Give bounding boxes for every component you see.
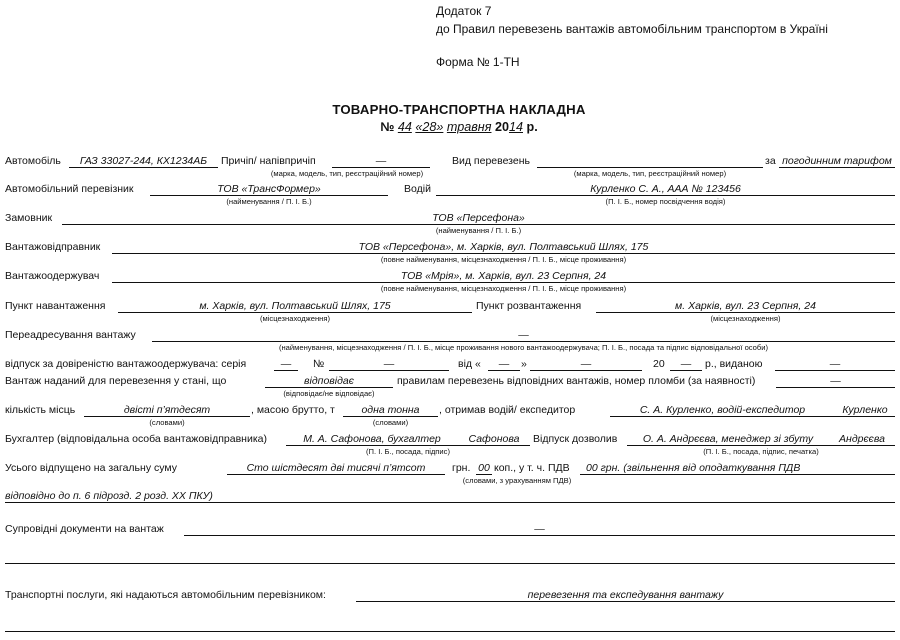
total-value[interactable]: Сто шістдесят дві тисячі п’ятсот (246, 462, 426, 474)
accountant-label: Бухгалтер (відповідальна особа вантажовідправника) (5, 433, 267, 445)
poa-label: відпуск за довіреністю вантажоодержувача: серія (5, 358, 247, 370)
vat-value[interactable]: 00 грн. (звільнення від оподаткування ПДВ (586, 462, 801, 474)
gross-hint: (словами) (372, 418, 409, 427)
poa-close-quote: » (521, 358, 527, 370)
shipper-label: Вантажовідправник (5, 241, 101, 253)
poa-issued-label: р., виданою (705, 358, 763, 370)
poa-issued-value[interactable]: — (829, 358, 841, 370)
unload-point-label: Пункт розвантаження (476, 300, 582, 312)
tariff-value[interactable]: погодинним тарифом (782, 155, 892, 167)
customer-label: Замовник (5, 212, 53, 224)
doc-number-value: 44 (397, 120, 412, 134)
gross-label: , масою брутто, т (251, 404, 335, 416)
received-value[interactable]: С. А. Курленко, водій-експедитор (639, 404, 806, 416)
services-label: Транспортні послуги, які надаються автомобільним перевізником: (5, 589, 326, 601)
car-hint: (марка, модель, тип, реєстраційний номер) (270, 169, 424, 178)
poa-month-value[interactable]: — (580, 358, 592, 370)
release-label: Відпуск дозволив (533, 433, 618, 445)
load-point-hint: (місцезнаходження) (260, 314, 330, 323)
carrier-value[interactable]: ТОВ «ТрансФормер» (217, 183, 321, 195)
poa-day-value[interactable]: — (498, 358, 510, 370)
poa-from-label: від « (458, 358, 481, 370)
document-number: № 44 «28» травня 2014 р. (380, 120, 538, 134)
consignee-value[interactable]: ТОВ «Мрія», м. Харків, вул. 23 Серпня, 24 (400, 270, 607, 282)
services-value[interactable]: перевезення та експедування вантажу (527, 589, 724, 601)
driver-hint: (П. І. Б., номер посвідчення водія) (605, 197, 726, 206)
load-point-value[interactable]: м. Харків, вул. Полтавський Шлях, 175 (199, 300, 391, 312)
cargo-state-label: Вантаж наданий для перевезення у стані, що (5, 375, 227, 387)
received-label: , отримав водій/ експедитор (439, 404, 576, 416)
consignee-hint: (повне найменування, місцезнаходження / П. І. Б., місце проживання) (380, 284, 627, 293)
accountant-hint: (П. І. Б., посада, підпис) (366, 447, 450, 456)
release-signature: Андрєєва (839, 433, 885, 445)
vat-continuation: відповідно до п. 6 підрозд. 2 розд. ХХ ПКУ) (5, 490, 213, 502)
trailer-label: Причіп/ напівпричіп (221, 155, 316, 167)
shipper-value[interactable]: ТОВ «Персефона», м. Харків, вул. Полтавський Шлях, 175 (358, 241, 649, 253)
poa-year-value[interactable]: — (680, 358, 692, 370)
accountant-value[interactable]: М. А. Сафонова, бухгалтер (303, 433, 441, 445)
readdress-label: Переадресування вантажу (5, 329, 136, 341)
places-value[interactable]: двісті п’ятдесят (123, 404, 211, 416)
kop-value[interactable]: 00 (478, 462, 490, 474)
trailer-value[interactable]: — (375, 155, 387, 167)
carrier-label: Автомобільний перевізник (5, 183, 134, 195)
documents-label: Супровідні документи на вантаж (5, 523, 164, 535)
seal-number-value[interactable]: — (830, 375, 841, 387)
tariff-prefix: за (765, 155, 776, 167)
annex-number: Додаток 7 (436, 4, 492, 18)
driver-value[interactable]: Курленко С. А., ААА № 123456 (590, 183, 741, 195)
kop-label: коп., у т. ч. ПДВ (494, 462, 570, 474)
gross-value[interactable]: одна тонна (361, 404, 420, 416)
documents-value[interactable]: — (534, 523, 545, 535)
car-value[interactable]: ГАЗ 33027-244, КХ1234АБ (79, 155, 208, 167)
total-label: Усього відпущено на загальну суму (5, 462, 177, 474)
cargo-state-value[interactable]: відповідає (304, 375, 354, 387)
places-hint: (словами) (149, 418, 185, 427)
document-title: ТОВАРНО-ТРАНСПОРТНА НАКЛАДНА (332, 102, 586, 117)
doc-month-value: травня (446, 120, 492, 134)
driver-label: Водій (404, 183, 431, 195)
transport-hint: (марка, модель, тип, реєстраційний номер) (573, 169, 727, 178)
poa-number-value[interactable]: — (383, 358, 395, 370)
unload-point-value[interactable]: м. Харків, вул. 23 Серпня, 24 (675, 300, 816, 312)
places-label: кількість місць (5, 404, 76, 416)
shipper-hint: (повне найменування, місцезнаходження / П. І. Б., місце проживання) (380, 255, 627, 264)
customer-hint: (найменування / П. І. Б.) (435, 226, 522, 235)
car-label: Автомобіль (5, 155, 61, 167)
total-hint: (словами, з урахуванням ПДВ) (462, 476, 572, 485)
unload-point-hint: (місцезнаходження) (710, 314, 781, 323)
load-point-label: Пункт навантаження (5, 300, 106, 312)
poa-year-prefix: 20 (653, 358, 665, 370)
readdress-hint: (найменування, місцезнаходження / П. І. Б., місце проживання нового вантажоодержувача; П. І. Б., посада та підпис відповідальної особи) (278, 343, 769, 352)
poa-series-value[interactable]: — (280, 358, 292, 370)
cargo-rules-label: правилам перевезень відповідних вантажів, номер пломби (за наявності) (397, 375, 756, 387)
doc-year-value: 14 (508, 120, 523, 134)
customer-value[interactable]: ТОВ «Персефона» (432, 212, 525, 224)
release-value[interactable]: О. А. Андрєєва, менеджер зі збуту (642, 433, 814, 445)
doc-day-value: «28» (415, 120, 444, 134)
uah-label: грн. (452, 462, 471, 474)
consignee-label: Вантажоодержувач (5, 270, 100, 282)
readdress-value[interactable]: — (518, 329, 529, 341)
received-signature: Курленко (842, 404, 888, 416)
annex-rules: до Правил перевезень вантажів автомобільним транспортом в Україні (436, 22, 828, 36)
release-hint: (П. І. Б., посада, підпис, печатка) (703, 447, 819, 456)
poa-number-label: № (313, 358, 325, 370)
form-number: Форма № 1-ТН (436, 55, 520, 69)
transport-type-label: Вид перевезень (452, 155, 530, 167)
cargo-state-hint: (відповідає/не відповідає) (283, 389, 375, 398)
carrier-hint: (найменування / П. І. Б.) (226, 197, 312, 206)
accountant-signature: Сафонова (468, 433, 520, 445)
